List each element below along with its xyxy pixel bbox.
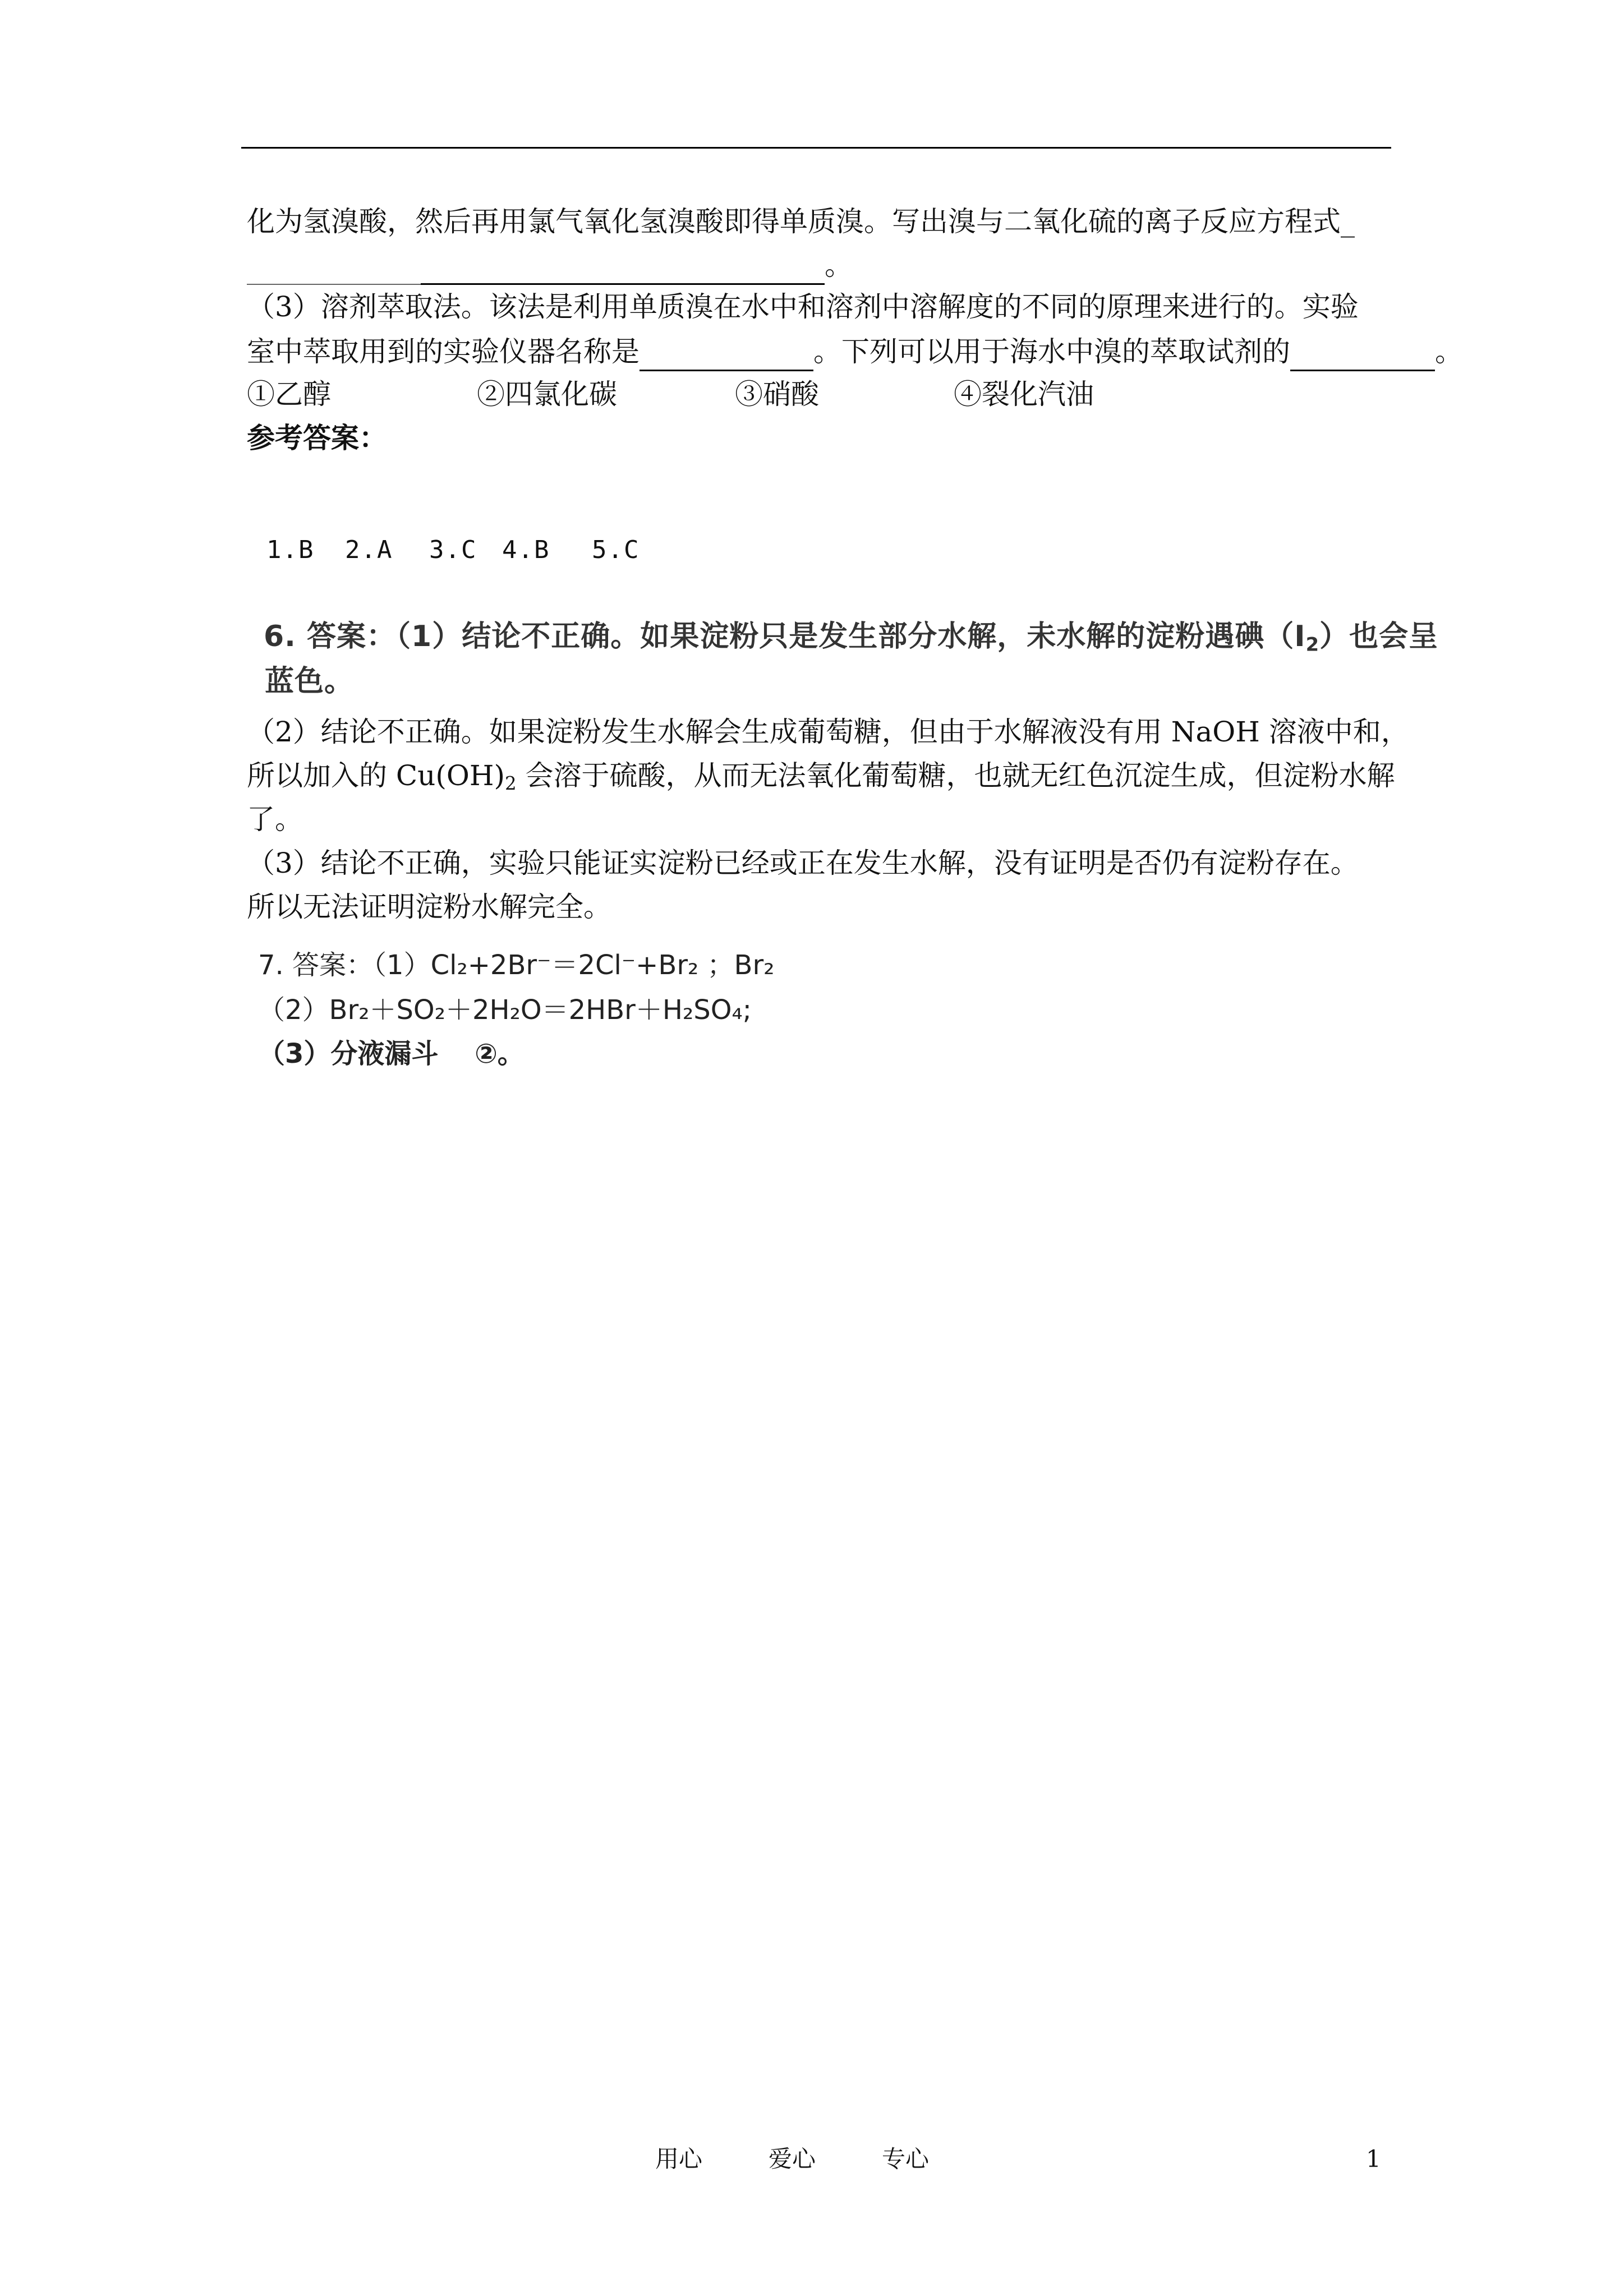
- q6-answer-line-2: 蓝色。: [265, 665, 355, 698]
- q7-part3-line-2-c: 。: [1435, 335, 1463, 368]
- q6-part2-line-2: [247, 756, 1395, 803]
- option-3: ③硝酸: [735, 378, 819, 411]
- q6-part2-line-3: 了。: [247, 803, 303, 836]
- answer-blank-instrument: [640, 340, 813, 371]
- q7-part3-line-2-a: 室中萃取用到的实验仪器名称是: [247, 335, 640, 368]
- q7-answer-line-2: （2）Br₂＋SO₂＋2H₂O＝2HBr＋H₂SO₄;: [258, 994, 752, 1026]
- mc-answer-2: 2.A: [345, 536, 393, 564]
- q7-part3-line-2: [247, 332, 1463, 371]
- q6-part2-line-2-sub: 2: [504, 773, 517, 795]
- reference-answers-heading: 参考答案：: [247, 421, 387, 454]
- q6-line-1-a: 6. 答案：（1）结论不正确。如果淀粉只是发生部分水解，未水解的淀粉遇碘（I: [264, 620, 1306, 653]
- mc-answer-5: 5.C: [592, 536, 640, 564]
- answer-blank-reagent: [1290, 340, 1435, 371]
- footer-motto-3: 专心: [882, 2145, 930, 2173]
- option-2: ②四氯化碳: [477, 378, 617, 411]
- mc-answer-3: 3.C: [429, 536, 477, 564]
- q7-part3-line-2-b: 。下列可以用于海水中溴的萃取试剂的: [813, 335, 1290, 368]
- answer-blank-equation-b: [421, 254, 825, 285]
- q6-part2-line-2-a: 所以加入的 Cu(OH): [247, 759, 505, 792]
- q7-part3-line-1: （3）溶剂萃取法。该法是利用单质溴在水中和溶剂中溶解度的不同的原理来进行的。实验: [247, 291, 1359, 323]
- mc-answers: [266, 531, 640, 570]
- q7-options: [247, 375, 1094, 414]
- mc-answer-1: 1.B: [266, 536, 315, 564]
- q6-part2-line-1: （2）结论不正确。如果淀粉发生水解会生成葡萄糖，但由于水解液没有用 NaOH 溶液中和，: [247, 716, 1409, 748]
- mc-answer-4: 4.B: [502, 536, 550, 564]
- q6-part2-line-2-b: 会溶于硫酸，从而无法氧化葡萄糖，也就无红色沉淀生成，但淀粉水解: [516, 759, 1395, 792]
- header-rule: [241, 147, 1391, 149]
- q7-line-2-end: 。: [825, 249, 853, 282]
- answer-blank-equation-a: [247, 255, 421, 285]
- q6-line-1-b: ）也会呈: [1319, 620, 1439, 653]
- option-1: ①乙醇: [247, 378, 331, 411]
- q6-answer-line-1: [264, 617, 1438, 664]
- q7-answer-line-3: （3）分液漏斗 ②。: [258, 1038, 525, 1069]
- footer-motto-2: 爱心: [769, 2145, 816, 2173]
- footer-motto-1: 用心: [655, 2145, 703, 2173]
- q6-part3-line-1: （3）结论不正确，实验只能证实淀粉已经或正在发生水解，没有证明是否仍有淀粉存在。: [247, 847, 1359, 879]
- q7-line-2: [247, 246, 853, 285]
- page-number: 1: [1366, 2145, 1381, 2173]
- q6-line-1-sub: 2: [1305, 633, 1320, 656]
- q7-answer-line-1: 7. 答案：（1）Cl₂+2Br⁻＝2Cl⁻+Br₂ ；Br₂: [258, 949, 775, 981]
- q7-line-1: 化为氢溴酸，然后再用氯气氧化氢溴酸即得单质溴。写出溴与二氧化硫的离子反应方程式_: [247, 205, 1355, 238]
- q6-part3-line-2: 所以无法证明淀粉水解完全。: [247, 891, 611, 923]
- option-4: ④裂化汽油: [954, 378, 1094, 411]
